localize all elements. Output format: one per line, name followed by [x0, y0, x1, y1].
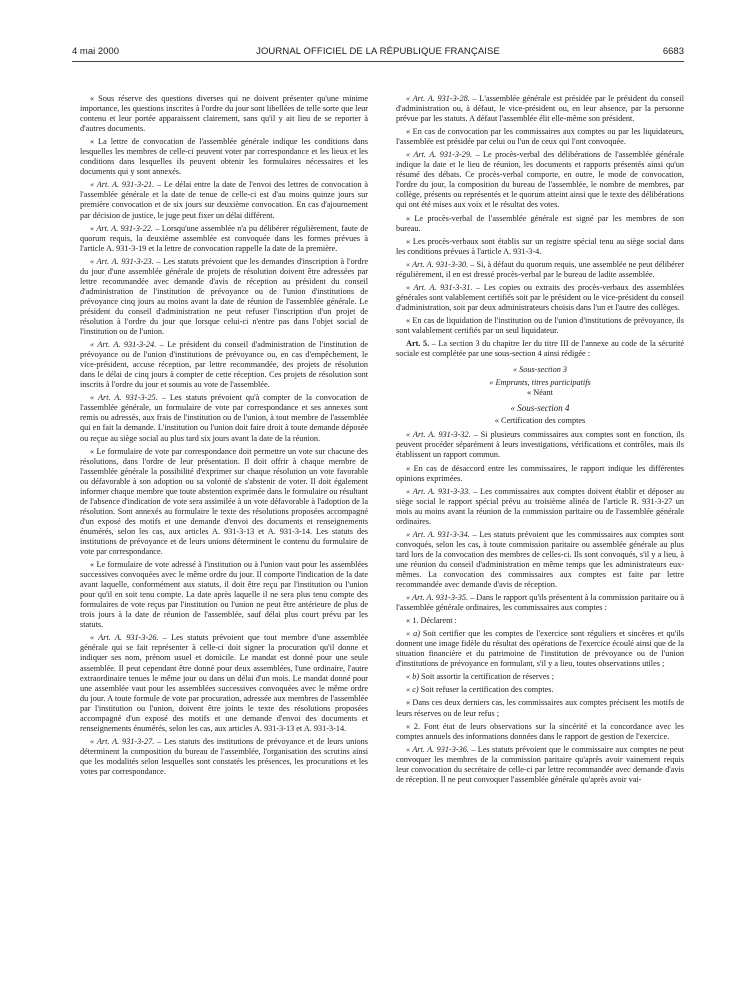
paragraph-text: – Les statuts prévoient que les commissaires aux comptes sont convoqués, selon les cas, à toute commission paritaire ou assemblée générale au plus tard lors de la convocation des membres de celles-ci. Ils sont convoqués, s'il y a lieu, à une réunion du conseil d'administration en même temps que les administrateurs eux-mêmes. La convocation des commissaires aux comptes est faite par lettre recommandée avec demande d'avis de réception. [396, 529, 684, 590]
paragraph [80, 393, 368, 443]
article-reference: « Art. A. 931-3-23. [90, 256, 154, 266]
paragraph-text: « Le procès-verbal de l'assemblée générale est signé par les membres de son bureau. [396, 213, 684, 233]
paragraph [80, 560, 368, 630]
article-reference: « b) [406, 672, 420, 682]
paragraph-text: Soit assortir la certification de réserves ; [419, 672, 554, 682]
paragraph-text: « 1. Déclarent : [406, 616, 457, 626]
paragraph [80, 224, 368, 254]
article-reference: « Art. A. 931-3-28. [406, 94, 470, 103]
paragraph-text: « Le formulaire de vote adressé à l'institution ou à l'union vaut pour les assemblées successives convoquées avec le même ordre du jour. Il comporte l'indication de la date avant laquelle, conformément aux statuts, il doit être reçu par l'institution ou l'union pour qu'il en soit tenu compte. La date après laquelle il ne sera plus tenu compte des formulaires de vote reçus par l'institution ou l'union ne peut être antérieure de plus de trois jours à la date de réunion de l'assemblée, sauf délai plus court prévu par les statuts. [80, 560, 368, 630]
paragraph [396, 127, 684, 147]
paragraph-text: – Les statuts des institutions de prévoyance et de leurs unions déterminent la composition du bureau de l'assemblée, l'organisation des scrutins ainsi que les modalités selon lesquelles sont constatés les présences, les procurations et les votes par correspondance. [80, 736, 368, 776]
paragraph-text: – La section 3 du chapitre Ier du titre III de l'annexe au code de la sécurité sociale est complétée par une sous-section 4 ainsi rédigée : [396, 339, 684, 359]
paragraph [396, 464, 684, 484]
paragraph-text: « La lettre de convocation de l'assemblée générale indique les conditions dans lesquelles les membres de celle-ci peuvent voter par correspondance et les lieux et les conditions dans lesquelles ils peuvent obtenir les formulaires nécessaires et les documents qui y sont annexés. [80, 137, 368, 177]
paragraph [396, 430, 684, 460]
article-reference: « c) [406, 685, 419, 695]
paragraph [80, 737, 368, 777]
article-reference: « Art. A. 931-3-35. [406, 593, 469, 603]
section-heading-text: « Emprunts, titres participatifs [489, 378, 591, 388]
section-heading-text: « Sous-section 3 [512, 365, 568, 375]
paragraph [396, 150, 684, 210]
article-reference: « a) [406, 629, 420, 639]
paragraph [80, 633, 368, 733]
paragraph-text: « En cas de convocation par les commissaires aux comptes ou par les liquidateurs, l'assemblée est présidée par celui ou l'un de ceux qui l'ont convoquée. [396, 127, 684, 147]
paragraph-text: « 2. Font état de leurs observations sur la sincérité et la concordance avec les comptes annuels des informations données dans le rapport de gestion de l'exercice. [396, 721, 684, 741]
issue-date: 4 mai 2000 [72, 46, 120, 57]
section-heading-text: « Néant [527, 388, 553, 398]
article-reference: « Art. A. 931-3-21. [90, 180, 155, 190]
paragraph [80, 137, 368, 177]
left-column [80, 94, 368, 780]
paragraph [396, 722, 684, 742]
paragraph-text: – Si, à défaut du quorum requis, une assemblée ne peut délibérer régulièrement, il en est dressé procès-verbal par le bureau de ladite assemblée. [396, 259, 684, 279]
paragraph [80, 257, 368, 337]
paragraph [396, 745, 684, 785]
paragraph-text: « Sous réserve des questions diverses qui ne doivent présenter qu'une minime importance, les questions inscrites à l'ordre du jour sont libellées de telle sorte que leur contenu et leur portée apparaissent clairement, sans qu'il y ait lieu de se reporter à d'autres documents. [80, 94, 368, 134]
article-reference: « Art. A. 931-3-22. [90, 223, 153, 233]
paragraph-text: « Les procès-verbaux sont établis sur un registre spécial tenu au siège social dans les conditions prévues à l'article A. 931-3-4. [396, 236, 684, 256]
paragraph [396, 629, 684, 669]
paragraph-text: – Les statuts prévoient que les demandes d'inscription à l'ordre du jour d'une assemblée générale de projets de résolution doivent être adressées par lettre recommandée avec demande d'avis de réception au président du conseil d'administration de l'institution de prévoyance ou de l'union d'institutions de prévoyance cinq jours au moins avant la date de réunion de l'assemblée générale. Le président du conseil d'administration ne peut refuser l'inscription d'un projet de résolution à l'ordre du jour que lorsque celui-ci n'entre pas dans l'objet social de l'institution ou de l'union. [80, 256, 368, 337]
section-heading-text: « Certification des comptes [494, 416, 586, 426]
paragraph [396, 593, 684, 613]
section-heading [396, 365, 684, 375]
article-reference: « Art. A. 931-3-34. [406, 529, 470, 539]
journal-title: JOURNAL OFFICIEL DE LA RÉPUBLIQUE FRANÇAISE [256, 46, 500, 57]
paragraph-text: « En cas de liquidation de l'institution ou de l'union d'institutions de prévoyance, ils sont valablement certifiés par un seul liquidateur. [396, 315, 684, 335]
header-rule [72, 61, 684, 62]
paragraph [396, 316, 684, 336]
paragraph-text: – Si plusieurs commissaires aux comptes sont en fonction, ils peuvent procéder séparément à leurs investigations, vérifications et contrôles, mais ils établissent un rapport commun. [396, 430, 685, 460]
paragraph-text: – Le délai entre la date de l'envoi des lettres de convocation à l'assemblée générale et la date de tenue de celle-ci est d'au moins quinze jours sur première convocation et de six jours sur deuxième convocation. En cas d'ajournement par décision de justice, le juge peut fixer un délai différent. [80, 180, 369, 220]
paragraph-text: – L'assemblée générale est présidée par le président du conseil d'administration ou, à défaut, le vice-président ou, en leur absence, par la personne prévue par les statuts. A défaut l'assemblée élit elle-même son président. [396, 94, 684, 124]
paragraph [396, 94, 684, 124]
article-paragraph [396, 339, 684, 359]
article-reference: Art. 5. [406, 339, 430, 349]
paragraph [396, 260, 684, 280]
paragraph [80, 340, 368, 390]
paragraph [80, 180, 368, 220]
paragraph-text: Soit certifier que les comptes de l'exercice sont réguliers et sincères et qu'ils donnent une image fidèle du résultat des opérations de l'exercice écoulé ainsi que de la situation financière et du patrimoine de l'institution de prévoyance ou de l'union d'institutions de prévoyance en formulant, s'il y a lieu, toutes observations utiles ; [396, 629, 684, 669]
paragraph-text: – Lorsqu'une assemblée n'a pu délibérer régulièrement, faute de quorum requis, la deuxième assemblée est convoquée dans les formes prévues à l'article A. 931-3-19 et la lettre de convocation rappelle la date de la première. [80, 223, 368, 253]
paragraph-text: – Dans le rapport qu'ils présentent à la commission paritaire ou à l'assemblée générale ordinaires, les commissaires aux comptes : [396, 593, 684, 613]
page-header [72, 44, 684, 60]
section-heading [396, 416, 684, 426]
paragraph-text: – Les commissaires aux comptes doivent établir et déposer au siège social le rapport spécial prévu au troisième alinéa de l'article R. 931-3-27 un mois au moins avant la réunion de la commission paritaire ou de l'assemblée générale ordinaires. [396, 486, 684, 526]
paragraph [396, 616, 684, 626]
paragraph-text: – Les copies ou extraits des procès-verbaux des assemblées générales sont valablement certifiés soit par le président ou le vice-président du conseil d'administration, soit par deux administrateurs choisis dans l'un et l'autre des collèges. [396, 282, 684, 312]
paragraph [396, 672, 684, 682]
paragraph-text: « En cas de désaccord entre les commissaires, le rapport indique les différentes opinions exprimées. [396, 463, 684, 483]
article-reference: « Art. A. 931-3-29. [406, 150, 473, 160]
article-reference: « Art. A. 931-3-26. [90, 633, 159, 643]
article-reference: « Art. A. 931-3-31. [406, 282, 473, 292]
article-reference: « Art. A. 931-3-30. [406, 259, 469, 269]
paragraph [396, 283, 684, 313]
paragraph [396, 685, 684, 695]
paragraph [396, 487, 684, 527]
paragraph-text: – Les statuts prévoient qu'à compter de la convocation de l'assemblée générale, un formulaire de vote par correspondance et ses annexes sont remis ou adressés, aux frais de l'institution ou de l'union, à tout membre de l'assemblée qui en fait la demande. L'institution ou l'union doit faire droit à toute demande déposée ou reçue au siège social au plus tard six jours avant la date de la réunion. [80, 393, 368, 443]
section-heading [396, 403, 684, 413]
article-reference: « Art. A. 931-3-27. [90, 736, 155, 746]
paragraph-text: – Le procès-verbal des délibérations de l'assemblée générale indique la date et le lieu de réunion, les documents et rapports présentés ainsi qu'un résumé des débats. Ce procès-verbal comporte, en outre, le mode de convocation, l'ordre du jour, la composition du bureau de l'assemblée, le nombre de membres, par collège, présents ou représentés et le quorum atteint ainsi que le texte des délibérations qui ont été mises aux voix et le résultat des votes. [396, 150, 684, 210]
paragraph-text: « Dans ces deux derniers cas, les commissaires aux comptes précisent les motifs de leurs réserves ou de leur refus ; [396, 698, 684, 718]
paragraph-text: – Le président du conseil d'administration de l'institution de prévoyance ou de l'union d'institutions de prévoyance ou, en cas d'empêchement, le vice-président, accuse réception, par lettre recommandée, des projets de résolution dans le délai de cinq jours à compter de cette réception. Ces projets de résolution sont inscrits à l'ordre du jour et soumis au vote de l'assemblée. [80, 340, 368, 390]
paragraph-text: – Les statuts prévoient que tout membre d'une assemblée générale qui se fait représenter à celle-ci doit signer la procuration qu'il donne et indiquer ses nom, prénom usuel et domicile. Le mandat est donné pour une seule assemblée. Il peut cependant être donné pour deux assemblées, l'une ordinaire, l'autre extraordinaire tenues le même jour ou dans un délai d'un mois. Le mandat donné pour une assemblée vaut pour les assemblées successives convoquées avec le même ordre du jour. A toute formule de vote par procuration, adressée aux membres de l'assemblée par l'institution ou l'union, doivent être joints le texte des résolutions proposées accompagné d'un exposé des motifs et une demande d'envoi des documents et renseignements énumérés, selon les cas, aux articles A. 931-3-13 et A. 931-3-14. [80, 633, 368, 733]
article-reference: « Art. A. 931-3-25. [90, 393, 158, 403]
right-column [396, 94, 684, 788]
page-number: 6683 [662, 46, 684, 57]
paragraph [396, 214, 684, 234]
paragraph-text: Soit refuser la certification des comptes. [418, 685, 554, 695]
paragraph [80, 94, 368, 134]
paragraph [80, 447, 368, 558]
article-reference: « Art. A. 931-3-32. [406, 430, 471, 440]
paragraph-text: – Les statuts prévoient que le commissaire aux comptes ne peut convoquer les membres de la commission paritaire qu'après avoir vainement requis leur convocation du secrétaire de celle-ci par lettre recommandée avec demande d'avis de réception. Il ne peut convoquer l'assemblée générale qu'après avoir vai- [396, 744, 685, 784]
section-heading [396, 378, 684, 388]
article-reference: « Art. A. 931-3-36. [406, 744, 469, 754]
article-reference: « Art. A. 931-3-24. [90, 340, 157, 350]
paragraph-text: « Le formulaire de vote par correspondance doit permettre un vote sur chacune des résolutions, dans l'ordre de leur présentation. Il doit offrir à chaque membre de l'assemblée générale la possibilité d'exprimer sur chaque résolution un vote favorable ou défavorable à son adoption ou sa volonté de s'abstenir de voter. Il doit également informer chaque membre que toute abstention exprimée dans le formulaire ou résultant de l'absence d'indication de vote sera assimilée à un vote défavorable à l'adoption de la résolution. Sont annexés au formulaire le texte des résolutions proposées accompagné d'un exposé des motifs et une demande d'envoi des documents et renseignements énumérés, selon les cas, aux articles A. 931-3-13 et A. 931-3-14. Les statuts des institutions de prévoyance et de leurs unions déterminent le contenu du formulaire de vote par correspondance. [80, 446, 368, 557]
paragraph [396, 237, 684, 257]
paragraph [396, 530, 684, 590]
section-heading [396, 388, 684, 398]
section-heading-text: « Sous-section 4 [510, 403, 570, 414]
paragraph [396, 698, 684, 718]
article-reference: « Art. A. 931-3-33. [406, 486, 471, 496]
